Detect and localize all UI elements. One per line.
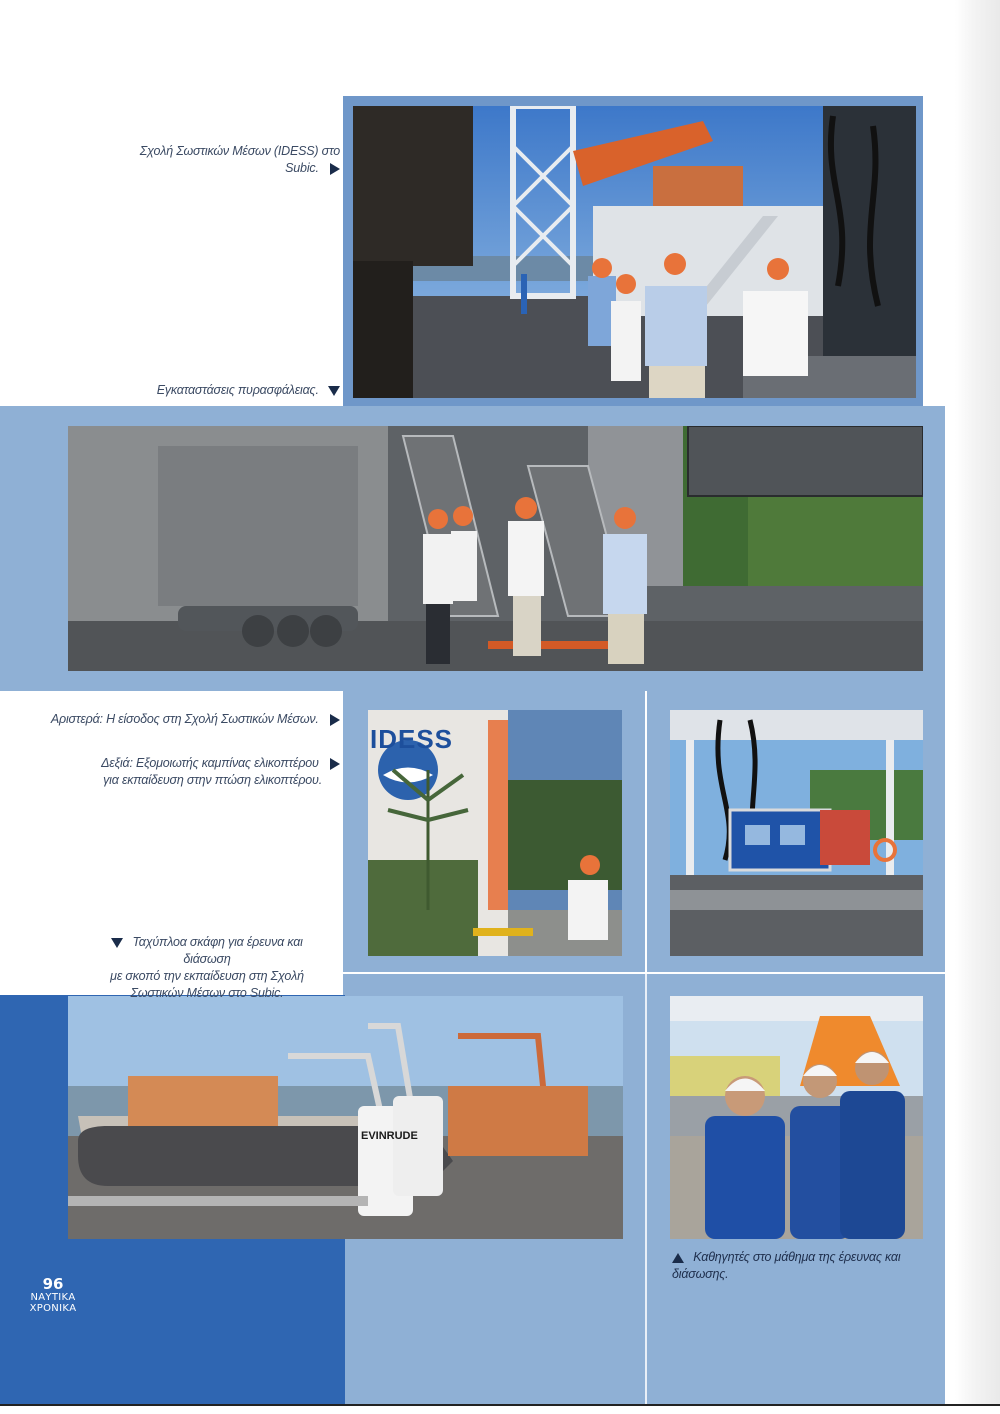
page-edge <box>955 0 1000 1404</box>
bottom-rule <box>0 1404 1000 1406</box>
arrow-right-icon <box>330 714 340 726</box>
caption-entrance-text: Αριστερά: Η είσοδος στη Σχολή Σωστικών Μέσων. <box>50 712 319 726</box>
arrow-right-icon <box>330 758 340 770</box>
arrow-right-icon <box>330 163 340 175</box>
caption-fire-facilities-text: Εγκαταστάσεις πυρασφάλειας. <box>156 383 319 397</box>
photo-fire-facilities <box>68 426 923 671</box>
caption-simulator-line2: για εκπαίδευση στην πτώση ελικοπτέρου. <box>103 773 322 787</box>
photo-idess-entrance <box>368 710 622 956</box>
divider-vertical-mid <box>645 691 647 973</box>
photo-instructors <box>670 996 923 1239</box>
divider-horizontal <box>343 972 945 974</box>
magazine-name-line2: ΧΡΟΝΙΚΑ <box>29 1303 77 1314</box>
arrow-down-icon <box>111 938 123 948</box>
arrow-up-icon <box>672 1253 684 1263</box>
caption-instructors-text: Καθηγητές στο μάθημα της έρευνας και διάσωσης. <box>672 1250 901 1281</box>
caption-instructors <box>672 1249 932 1283</box>
arrow-down-icon <box>328 386 340 396</box>
idess-sign-text: IDESS <box>370 724 454 754</box>
caption-rescue-boat-line2: με σκοπό την εκπαίδευση στη Σχολή <box>110 969 304 983</box>
caption-entrance <box>40 711 340 728</box>
caption-rescue-boat-row1 <box>92 934 322 968</box>
caption-school-text: Σχολή Σωστικών Μέσων (IDESS) στο Subic. <box>139 144 340 175</box>
divider-vertical-low <box>645 973 647 1404</box>
caption-rescue-boat <box>92 934 322 1002</box>
page-number: 96 <box>42 1275 64 1293</box>
caption-fire-facilities <box>150 382 340 399</box>
caption-simulator <box>60 755 340 789</box>
caption-rescue-boat-line3: Σωστικών Μέσων στο Subic. <box>130 986 284 1000</box>
photo-lifeboat-deck <box>353 106 916 398</box>
photo-rescue-boat <box>68 996 623 1239</box>
page-folio <box>28 1276 78 1314</box>
caption-simulator-row1 <box>60 755 340 772</box>
caption-school <box>118 143 340 177</box>
white-caption-box-top <box>0 0 343 406</box>
photo-helicopter-simulator <box>670 710 923 956</box>
caption-simulator-line1: Δεξιά: Εξομοιωτής καμπίνας ελικοπτέρου <box>101 756 319 770</box>
caption-rescue-boat-line1: Ταχύπλοα σκάφη για έρευνα και διάσωση <box>132 935 303 966</box>
engine-brand-text: EVINRUDE <box>361 1130 418 1142</box>
magazine-name-line1: ΝΑΥΤΙΚΑ <box>30 1292 76 1303</box>
